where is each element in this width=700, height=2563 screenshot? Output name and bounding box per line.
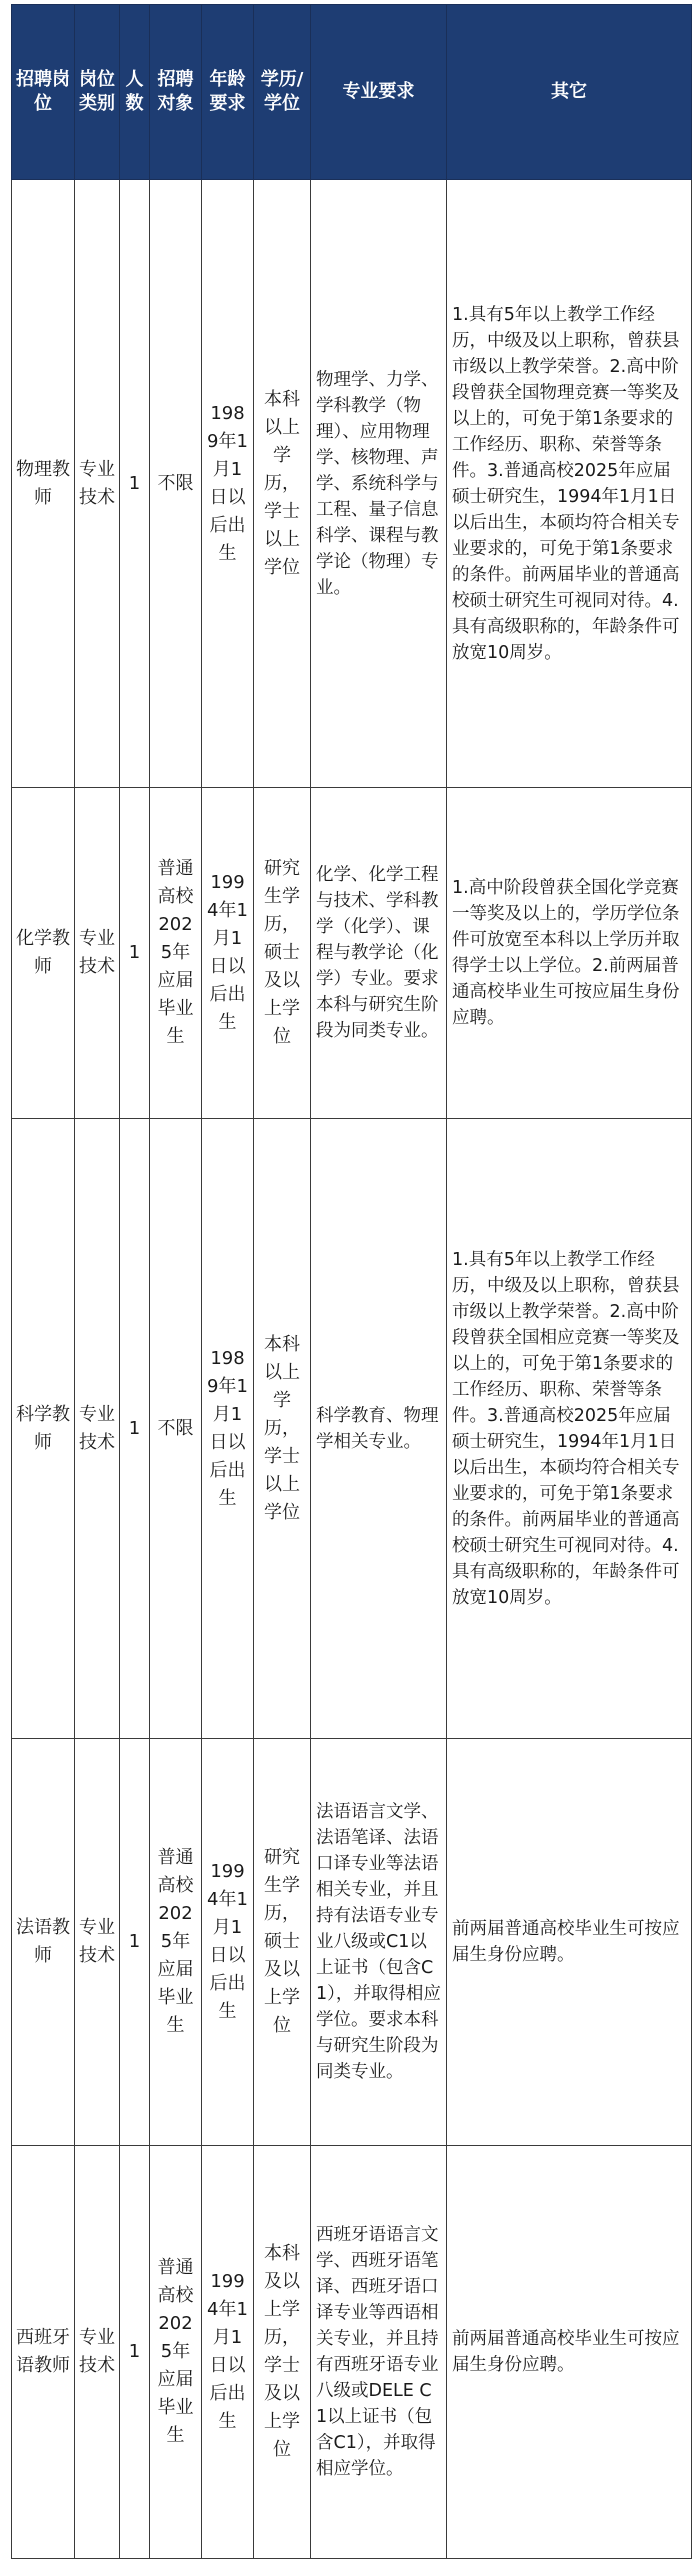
cell-other: 1.具有5年以上教学工作经历，中级及以上职称，曾获县市级以上教学荣誉。2.高中阶段曾获全国相应竞赛一等奖及以上的，可免于第1条要求的工作经历、职称、荣誉等条件。3.普通高校2025年应届硕士研究生，1994年1月1日以后出生，本硕均符合相关专业要求的，可免于第1条要求的条件。前两届毕业的普通高校硕士研究生可视同对待。4.具有高级职称的，年龄条件可放宽10周岁。 xyxy=(447,1119,692,1739)
cell-other: 1.具有5年以上教学工作经历，中级及以上职称，曾获县市级以上教学荣誉。2.高中阶段曾获全国物理竞赛一等奖及以上的，可免于第1条要求的工作经历、职称、荣誉等条件。3.普通高校2025年应届硕士研究生，1994年1月1日以后出生，本硕均符合相关专业要求的，可免于第1条要求的条件。前两届毕业的普通高校硕士研究生可视同对待。4.具有高级职称的，年龄条件可放宽10周岁。 xyxy=(447,180,692,788)
table-row xyxy=(12,2146,692,2559)
cell-target: 普通高校2025年应届毕业生 xyxy=(150,2146,202,2559)
table-row xyxy=(12,180,692,788)
cell-count: 1 xyxy=(120,180,150,788)
header-education: 学历/学位 xyxy=(254,5,311,180)
cell-other: 前两届普通高校毕业生可按应届生身份应聘。 xyxy=(447,2146,692,2559)
table-row xyxy=(12,1119,692,1739)
cell-major: 科学教育、物理学相关专业。 xyxy=(311,1119,447,1739)
recruitment-table xyxy=(11,4,692,2559)
header-category: 岗位类别 xyxy=(75,5,120,180)
cell-category: 专业技术 xyxy=(75,1119,120,1739)
cell-major: 物理学、力学、学科教学（物理）、应用物理学、核物理、声学、系统科学与工程、量子信息科学、课程与教学论（物理）专业。 xyxy=(311,180,447,788)
cell-count: 1 xyxy=(120,1119,150,1739)
header-age: 年龄要求 xyxy=(202,5,254,180)
cell-major: 西班牙语语言文学、西班牙语笔译、西班牙语口译专业等西语相关专业，并且持有西班牙语专业八级或DELE C1以上证书（包含C1），并取得相应学位。 xyxy=(311,2146,447,2559)
cell-target: 不限 xyxy=(150,180,202,788)
cell-education: 研究生学历，硕士及以上学位 xyxy=(254,788,311,1119)
cell-other: 1.高中阶段曾获全国化学竞赛一等奖及以上的，学历学位条件可放宽至本科以上学历并取得学士以上学位。2.前两届普通高校毕业生可按应届生身份应聘。 xyxy=(447,788,692,1119)
cell-position: 化学教师 xyxy=(12,788,75,1119)
cell-count: 1 xyxy=(120,2146,150,2559)
cell-age: 1994年1月1日以后出生 xyxy=(202,788,254,1119)
cell-category: 专业技术 xyxy=(75,788,120,1119)
cell-age: 1994年1月1日以后出生 xyxy=(202,2146,254,2559)
cell-age: 1994年1月1日以后出生 xyxy=(202,1739,254,2146)
cell-major: 法语语言文学、法语笔译、法语口译专业等法语相关专业，并且持有法语专业专业八级或C1以上证书（包含C1），并取得相应学位。要求本科与研究生阶段为同类专业。 xyxy=(311,1739,447,2146)
cell-other: 前两届普通高校毕业生可按应届生身份应聘。 xyxy=(447,1739,692,2146)
cell-age: 1989年1月1日以后出生 xyxy=(202,180,254,788)
cell-target: 普通高校2025年应届毕业生 xyxy=(150,1739,202,2146)
cell-category: 专业技术 xyxy=(75,180,120,788)
header-row xyxy=(12,5,692,180)
cell-count: 1 xyxy=(120,1739,150,2146)
cell-position: 物理教师 xyxy=(12,180,75,788)
cell-education: 本科及以上学历，学士及以上学位 xyxy=(254,2146,311,2559)
table-row xyxy=(12,1739,692,2146)
table-row xyxy=(12,788,692,1119)
header-position: 招聘岗位 xyxy=(12,5,75,180)
cell-major: 化学、化学工程与技术、学科教学（化学）、课程与教学论（化学）专业。要求本科与研究生阶段为同类专业。 xyxy=(311,788,447,1119)
cell-education: 研究生学历，硕士及以上学位 xyxy=(254,1739,311,2146)
header-target: 招聘对象 xyxy=(150,5,202,180)
header-major: 专业要求 xyxy=(311,5,447,180)
header-other: 其它 xyxy=(447,5,692,180)
cell-target: 普通高校2025年应届毕业生 xyxy=(150,788,202,1119)
cell-category: 专业技术 xyxy=(75,2146,120,2559)
cell-education: 本科以上学历，学士以上学位 xyxy=(254,1119,311,1739)
cell-count: 1 xyxy=(120,788,150,1119)
header-count: 人数 xyxy=(120,5,150,180)
cell-position: 科学教师 xyxy=(12,1119,75,1739)
cell-category: 专业技术 xyxy=(75,1739,120,2146)
cell-target: 不限 xyxy=(150,1119,202,1739)
cell-position: 法语教师 xyxy=(12,1739,75,2146)
cell-education: 本科以上学历，学士以上学位 xyxy=(254,180,311,788)
cell-position: 西班牙语教师 xyxy=(12,2146,75,2559)
cell-age: 1989年1月1日以后出生 xyxy=(202,1119,254,1739)
